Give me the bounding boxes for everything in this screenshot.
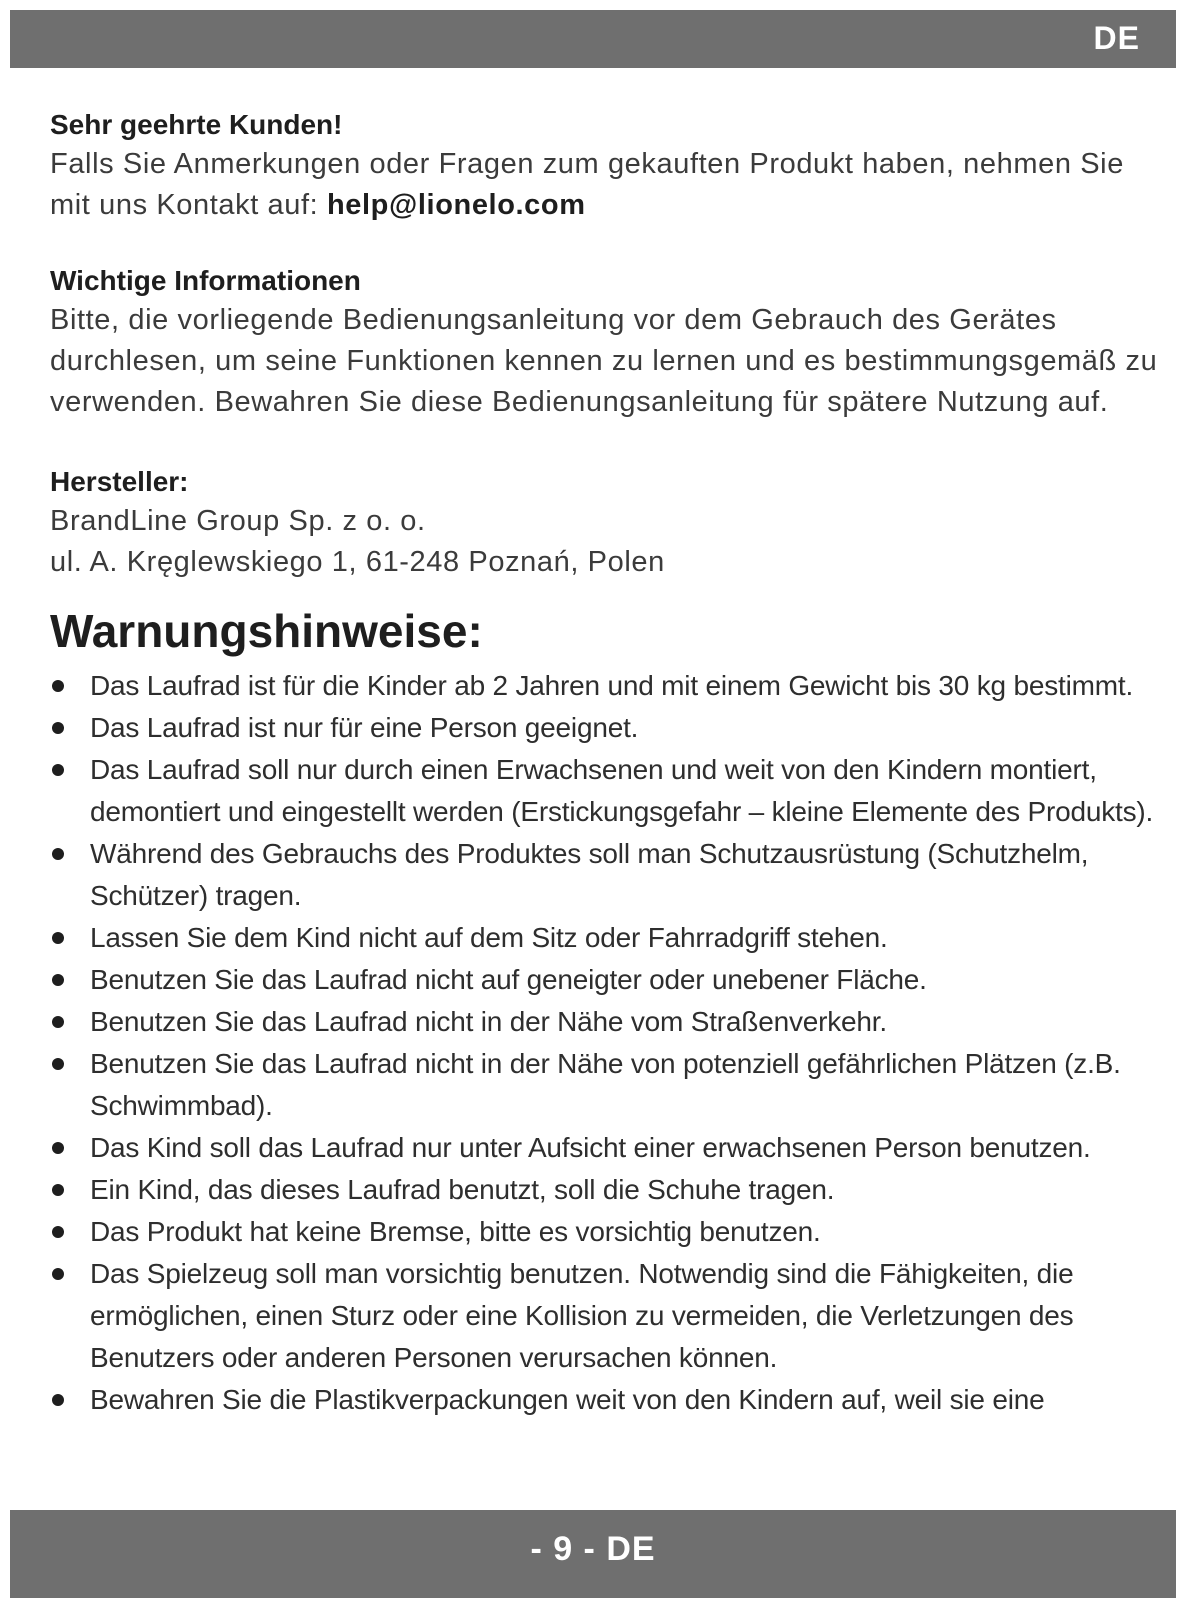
list-item-text: Das Laufrad soll nur durch einen Erwachsenen und weit von den Kindern montiert, demontiert und eingestellt werden (Erstickungsgefahr – kleine Elemente des Produkts). bbox=[90, 754, 1154, 827]
page-content bbox=[50, 106, 1170, 1421]
list-item bbox=[50, 833, 1170, 917]
list-item-text: Ein Kind, das dieses Laufrad benutzt, soll die Schuhe tragen. bbox=[90, 1174, 835, 1205]
manufacturer-address: ul. A. Kręglewskiego 1, 61-248 Poznań, Polen bbox=[50, 546, 665, 578]
list-item bbox=[50, 749, 1170, 833]
bullet-icon bbox=[52, 1268, 64, 1280]
list-item-text: Bewahren Sie die Plastikverpackungen weit von den Kindern auf, weil sie eine bbox=[90, 1384, 1045, 1415]
greeting-section bbox=[50, 106, 1170, 226]
greeting-body: Falls Sie Anmerkungen oder Fragen zum gekauften Produkt haben, nehmen Sie mit uns Kontakt auf: bbox=[50, 148, 1124, 221]
warnings-list bbox=[50, 665, 1170, 1421]
list-item-text: Das Spielzeug soll man vorsichtig benutzen. Notwendig sind die Fähigkeiten, die ermöglichen, einen Sturz oder eine Kollision zu vermeiden, die Verletzungen des Benutzers oder anderen Personen verursachen können. bbox=[90, 1258, 1074, 1373]
footer-bar bbox=[10, 1510, 1176, 1598]
important-title: Wichtige Informationen bbox=[50, 265, 361, 296]
header-bar bbox=[10, 10, 1176, 68]
language-label: DE bbox=[1093, 20, 1140, 56]
list-item-text: Während des Gebrauchs des Produktes soll man Schutzausrüstung (Schutzhelm, Schützer) tragen. bbox=[90, 838, 1089, 911]
list-item bbox=[50, 665, 1170, 707]
greeting-title: Sehr geehrte Kunden! bbox=[50, 109, 343, 140]
list-item bbox=[50, 707, 1170, 749]
bullet-icon bbox=[52, 1016, 64, 1028]
important-text: Bitte, die vorliegende Bedienungsanleitung vor dem Gebrauch des Gerätes durchlesen, um seine Funktionen kennen zu lernen und es bestimmungsgemäß zu verwenden. Bewahren Sie diese Bedienungsanleitung für spätere Nutzung auf. bbox=[50, 304, 1158, 418]
manufacturer-section bbox=[50, 463, 1170, 583]
list-item bbox=[50, 1379, 1170, 1421]
bullet-icon bbox=[52, 974, 64, 986]
list-item bbox=[50, 1211, 1170, 1253]
list-item bbox=[50, 1169, 1170, 1211]
list-item-text: Das Laufrad ist für die Kinder ab 2 Jahren und mit einem Gewicht bis 30 kg bestimmt. bbox=[90, 670, 1134, 701]
warnings-title: Warnungshinweise: bbox=[50, 605, 483, 657]
bullet-icon bbox=[52, 1058, 64, 1070]
list-item-text: Benutzen Sie das Laufrad nicht in der Nähe von potenziell gefährlichen Plätzen (z.B. Schwimmbad). bbox=[90, 1048, 1121, 1121]
bullet-icon bbox=[52, 764, 64, 776]
list-item bbox=[50, 1127, 1170, 1169]
bullet-icon bbox=[52, 932, 64, 944]
list-item bbox=[50, 959, 1170, 1001]
bullet-icon bbox=[52, 1142, 64, 1154]
list-item bbox=[50, 1253, 1170, 1379]
list-item-text: Benutzen Sie das Laufrad nicht auf geneigter oder unebener Fläche. bbox=[90, 964, 927, 995]
bullet-icon bbox=[52, 848, 64, 860]
list-item bbox=[50, 1043, 1170, 1127]
bullet-icon bbox=[52, 1394, 64, 1406]
bullet-icon bbox=[52, 680, 64, 692]
list-item bbox=[50, 1001, 1170, 1043]
list-item-text: Das Produkt hat keine Bremse, bitte es vorsichtig benutzen. bbox=[90, 1216, 821, 1247]
list-item-text: Das Laufrad ist nur für eine Person geeignet. bbox=[90, 712, 639, 743]
bullet-icon bbox=[52, 1184, 64, 1196]
list-item-text: Das Kind soll das Laufrad nur unter Aufsicht einer erwachsenen Person benutzen. bbox=[90, 1132, 1091, 1163]
list-item-text: Lassen Sie dem Kind nicht auf dem Sitz oder Fahrradgriff stehen. bbox=[90, 922, 888, 953]
bullet-icon bbox=[52, 722, 64, 734]
manufacturer-title: Hersteller: bbox=[50, 466, 189, 497]
list-item bbox=[50, 917, 1170, 959]
bullet-icon bbox=[52, 1226, 64, 1238]
page-number: - 9 - DE bbox=[530, 1530, 656, 1568]
manufacturer-name: BrandLine Group Sp. z o. o. bbox=[50, 505, 426, 537]
list-item-text: Benutzen Sie das Laufrad nicht in der Nähe vom Straßenverkehr. bbox=[90, 1006, 887, 1037]
important-section bbox=[50, 262, 1170, 423]
greeting-text bbox=[50, 144, 1170, 226]
contact-email: help@lionelo.com bbox=[326, 189, 586, 221]
